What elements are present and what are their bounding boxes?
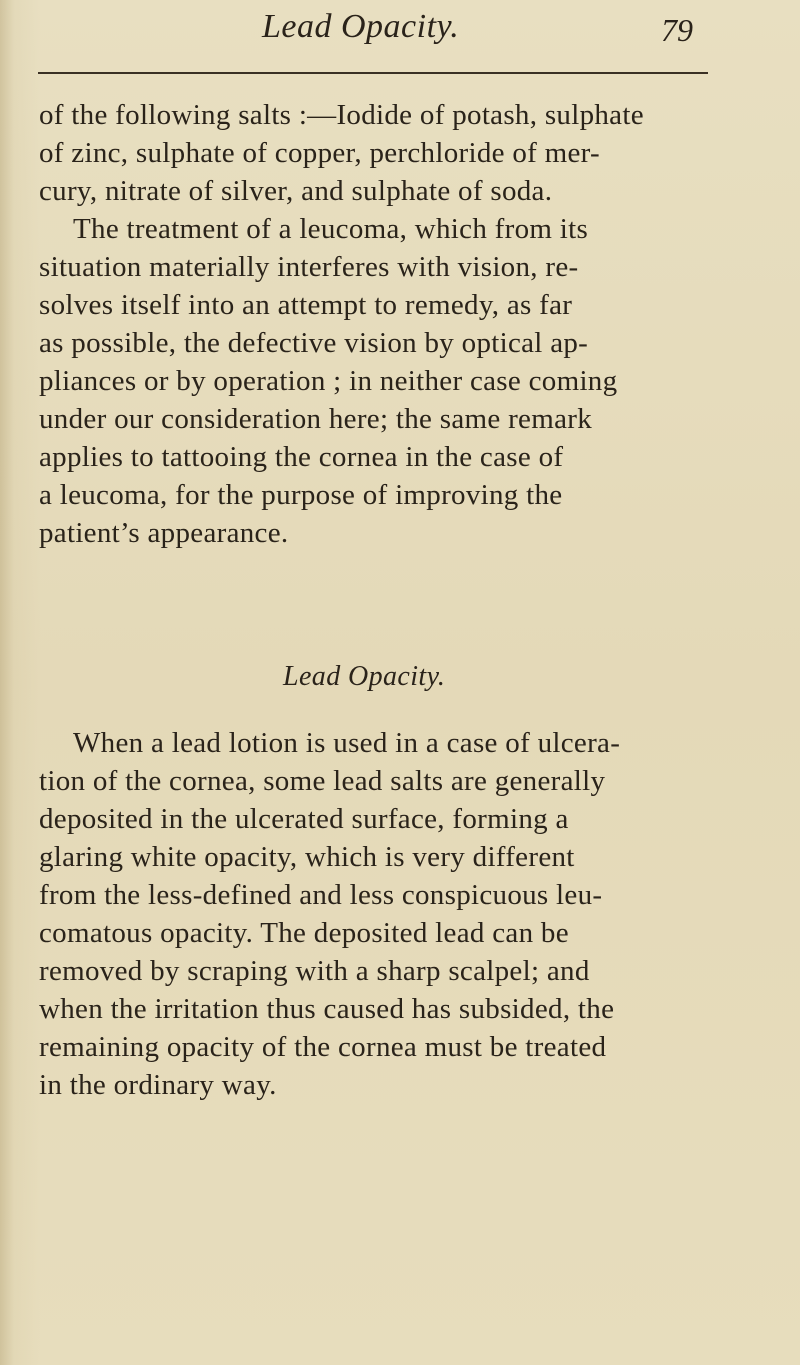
paragraph-line: comatous opacity. The deposited lead can be (39, 917, 569, 949)
paragraph-line: under our consideration here; the same remark (39, 403, 593, 435)
paragraph-line: The treatment of a leucoma, which from its (73, 213, 589, 245)
paragraph-line: When a lead lotion is used in a case of ulcera- (73, 727, 621, 759)
paragraph-line: pliances or by operation ; in neither case coming (39, 365, 618, 397)
paragraph-line: cury, nitrate of silver, and sulphate of soda. (39, 175, 553, 207)
page-number: 79 (661, 12, 693, 48)
paragraph-line: as possible, the defective vision by optical ap- (39, 327, 589, 359)
paragraph-line: situation materially interferes with vision, re- (39, 251, 579, 283)
paragraph-line: a leucoma, for the purpose of improving the (39, 479, 563, 511)
paragraph-line: removed by scraping with a sharp scalpel; and (39, 955, 590, 987)
section-heading: Lead Opacity. (283, 661, 446, 692)
paragraph-line: of the following salts :—Iodide of potash, sulphate (39, 99, 644, 131)
paragraph-line: solves itself into an attempt to remedy, as far (39, 289, 573, 321)
header-rule (38, 72, 708, 74)
paragraph-line: remaining opacity of the cornea must be treated (39, 1031, 607, 1063)
paragraph-line: of zinc, sulphate of copper, perchloride of mer- (39, 137, 601, 169)
running-title: Lead Opacity. (262, 8, 460, 45)
paragraph-line: deposited in the ulcerated surface, forming a (39, 803, 569, 835)
paragraph-line: patient’s appearance. (39, 517, 289, 549)
paragraph-line: in the ordinary way. (39, 1069, 277, 1101)
paragraph-line: applies to tattooing the cornea in the case of (39, 441, 564, 473)
paragraph-line: tion of the cornea, some lead salts are generally (39, 765, 606, 797)
paragraph-line: when the irritation thus caused has subsided, the (39, 993, 615, 1025)
paragraph-line: glaring white opacity, which is very different (39, 841, 575, 873)
paragraph-line: from the less-defined and less conspicuous leu- (39, 879, 603, 911)
